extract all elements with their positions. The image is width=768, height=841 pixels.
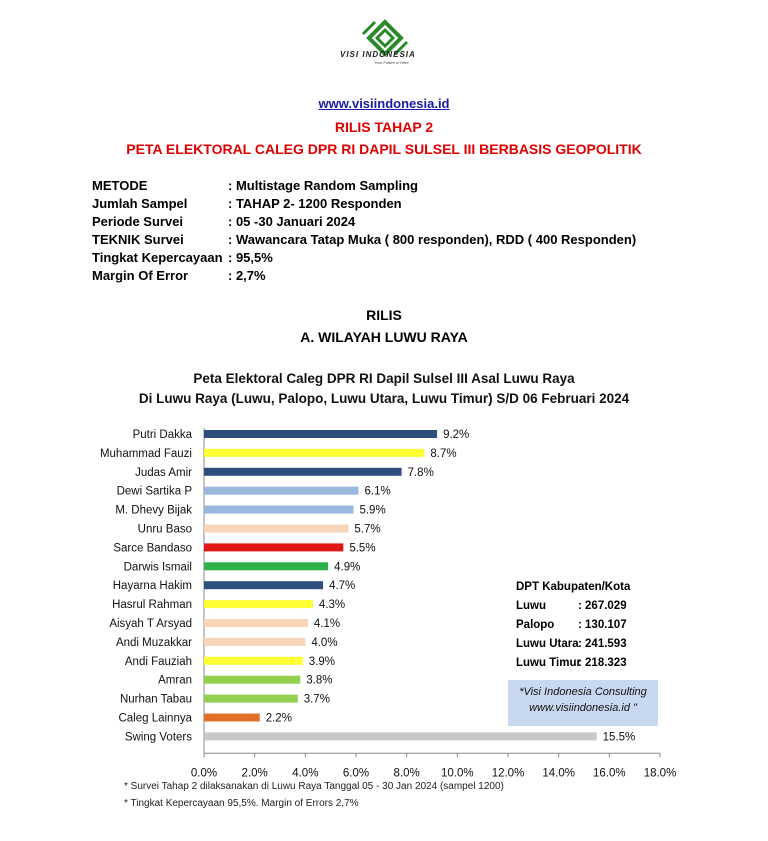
category-label: Hayarna Hakim: [112, 580, 192, 593]
x-tick-label: 12.0%: [491, 767, 525, 780]
footnote: * Tingkat Kepercayaan 95,5%. Margin of Errors 2,7%: [124, 798, 359, 809]
bar: [204, 638, 305, 646]
section-wilayah: A. WILAYAH LUWU RAYA: [300, 329, 468, 345]
category-label: Nurhan Tabau: [119, 693, 192, 706]
meta-key: Tingkat Kepercayaan: [92, 250, 223, 265]
bar: [204, 581, 323, 589]
rilis-tahap-heading: RILIS TAHAP 2: [334, 119, 434, 135]
data-label: 2.2%: [265, 712, 292, 725]
x-tick-label: 18.0%: [643, 767, 677, 780]
data-label: 4.3%: [318, 599, 346, 612]
meta-key: Jumlah Sampel: [92, 196, 188, 211]
data-label: 7.8%: [407, 466, 434, 479]
dpt-row: [516, 635, 630, 654]
dpt-value: : 267.029: [578, 600, 627, 612]
logo-tagline: Your Future is Here: [374, 60, 409, 65]
meta-value: : 95,5%: [228, 250, 273, 265]
data-label: 4.1%: [313, 618, 341, 630]
category-label: Andi Fauziah: [124, 655, 192, 668]
category-label: Aisyah T Arsyad: [109, 618, 192, 630]
category-label: Judas Amir: [135, 466, 192, 479]
bar: [204, 676, 300, 684]
bar: [204, 732, 597, 740]
dpt-title: DPT Kabupaten/Kota: [516, 581, 631, 593]
category-label: Caleg Lainnya: [118, 712, 192, 725]
x-tick-label: 10.0%: [441, 767, 474, 780]
x-tick-label: 16.0%: [593, 767, 626, 780]
dpt-row: [516, 654, 630, 673]
data-label: 4.9%: [334, 561, 361, 574]
bar: [204, 430, 437, 438]
chart-title: Peta Elektoral Caleg DPR RI Dapil Sulsel III Asal Luwu Raya: [193, 371, 575, 386]
category-label: Unru Baso: [137, 523, 192, 536]
data-label: 5.5%: [349, 542, 376, 555]
x-tick-label: 2.0%: [241, 767, 268, 780]
x-tick-label: 0.0%: [190, 767, 218, 780]
meta-key: METODE: [92, 178, 148, 193]
section-rilis: RILIS: [366, 307, 402, 323]
data-label: 9.2%: [443, 429, 470, 441]
meta-value: : 2,7%: [228, 268, 266, 283]
x-tick-label: 8.0%: [393, 767, 420, 780]
category-label: Muhammad Fauzi: [99, 447, 192, 460]
category-label: Amran: [158, 674, 192, 687]
x-tick-label: 6.0%: [342, 767, 370, 780]
logo-text: VISI INDONESIA: [340, 50, 416, 59]
data-label: 15.5%: [602, 731, 636, 744]
bar: [204, 449, 424, 457]
data-label: 3.8%: [306, 674, 333, 687]
dpt-key: Palopo: [516, 619, 555, 631]
dpt-key: Luwu Utara: [516, 638, 579, 650]
category-label: Dewi Sartika P: [116, 485, 192, 498]
category-label: Darwis Ismail: [123, 561, 192, 574]
dpt-value: : 218.323: [578, 657, 627, 669]
category-label: Sarce Bandaso: [113, 542, 192, 555]
footnote: * Survei Tahap 2 dilaksanakan di Luwu Raya Tanggal 05 - 30 Jan 2024 (sampel 1200): [124, 781, 504, 792]
bar: [204, 657, 303, 665]
bar: [204, 562, 328, 570]
meta-key: Margin Of Error: [92, 268, 189, 283]
consult-line: *Visi Indonesia Consulting: [519, 686, 647, 698]
meta-key: TEKNIK Survei: [92, 232, 184, 247]
data-label: 4.7%: [329, 580, 356, 593]
meta-value: : Wawancara Tatap Muka ( 800 responden), RDD ( 400 Responden): [228, 232, 637, 247]
dpt-value: : 130.107: [578, 619, 627, 631]
meta-value: : 05 -30 Januari 2024: [228, 214, 356, 229]
data-label: 3.9%: [308, 655, 336, 668]
bar: [204, 468, 402, 476]
data-label: 8.7%: [430, 447, 457, 460]
meta-key: Periode Survei: [92, 214, 184, 229]
x-tick-label: 14.0%: [542, 767, 575, 780]
dpt-value: : 241.593: [578, 638, 627, 650]
dpt-box: [516, 578, 630, 673]
bar: [204, 714, 260, 722]
category-label: M. Dhevy Bijak: [115, 504, 192, 517]
x-tick-label: 4.0%: [292, 767, 319, 780]
website-link[interactable]: www.visiindonesia.id: [318, 96, 450, 111]
consulting-note: [508, 680, 658, 726]
dpt-row: [516, 597, 630, 616]
data-label: 5.9%: [359, 504, 386, 517]
main-title: PETA ELEKTORAL CALEG DPR RI DAPIL SULSEL III BERBASIS GEOPOLITIK: [126, 141, 642, 157]
dpt-key: Luwu Timur: [516, 657, 581, 669]
bar: [204, 487, 359, 495]
meta-value: : TAHAP 2- 1200 Responden: [228, 196, 402, 211]
bar: [204, 525, 348, 533]
data-label: 6.1%: [364, 485, 391, 498]
bar: [204, 543, 343, 551]
chart-subtitle: Di Luwu Raya (Luwu, Palopo, Luwu Utara, Luwu Timur) S/D 06 Februari 2024: [138, 391, 630, 406]
consult-line: www.visiindonesia.id ": [529, 702, 637, 714]
bar: [204, 619, 308, 627]
dpt-key: Luwu: [516, 600, 547, 612]
bar: [204, 600, 313, 608]
data-label: 4.0%: [311, 636, 338, 649]
data-label: 3.7%: [303, 693, 330, 706]
data-label: 5.7%: [354, 523, 381, 536]
category-label: Swing Voters: [124, 731, 192, 744]
bar: [204, 506, 353, 514]
bar: [204, 695, 298, 703]
category-label: Putri Dakka: [132, 429, 192, 441]
dpt-row: [516, 616, 630, 635]
category-label: Andi Muzakkar: [115, 636, 192, 649]
meta-value: : Multistage Random Sampling: [228, 178, 418, 193]
category-label: Hasrul Rahman: [112, 599, 192, 612]
